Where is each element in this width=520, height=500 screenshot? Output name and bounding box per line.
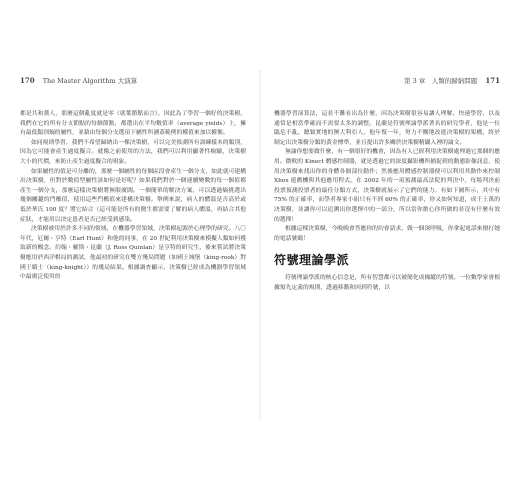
right-page-body [274, 110, 500, 293]
left-paragraph-3: 如果屬性的值是可分離的，那麼一個屬性的每個區段會產生一個分支，如此就可建構出決策樹，但對於數值型屬性該如何是好呢？如果我們對於一個連續變數的每一個值都產生一個分支，那麼這樣決策樹將無限廣闊。一個簡單的解決方案，可以透過熵挑選出幾個關鍵的門檻值，使用這些門檻值來建構決策樹。舉例來說，病人的體溫是否高於或低於華氏 100 度？將它結合（這可能是所有的醫生都需要了解的病人體溫，再結合其他症狀，才能用以決定患者是否已經受到感染。 [20, 168, 246, 223]
left-running-title: The Master Algorithm 大演算 [42, 77, 138, 85]
left-page-body [20, 110, 246, 283]
page-gutter [258, 70, 262, 420]
section-heading: 符號理論學派 [274, 253, 350, 268]
right-page [274, 74, 500, 414]
right-running-title: 第 3 章 人類的歸納問題 [404, 77, 478, 85]
left-page-number: 170 [20, 76, 35, 85]
left-page-header [20, 74, 246, 88]
right-paragraph-2: 無論你想要做什麼，有一個很好的機會，因為有人已經利用決策樹處理過它那個的應用。微軟的 Kinect 體感控制器，就是透過它的深度攝影機所捕捉到的動態影像訊息，使用決策樹來找出你的身體各個部位動作；然後應用體感控制器便可以利用其動作來控制 Xbox 遊戲機與其他應用程式。在 2002 年的一項預測最高法院的判決中，每場判決前投票預測投票者的最佳分類方式，決策樹就展示了它們的能力。有如下圖所示，其中有 75% 的正確率，而學者專家小組只有不到 60% 的正確率，你又如何知道，成千上萬的決策樹，並讓你可以追溯出你選擇中的一部分，所以當你擔心你所做的並沒有什麼有效的選擇！ [274, 149, 500, 223]
right-paragraph-1: 機器學習演算法，這並不難看出為什麼，因為決策樹很容易讓人理解、快速學習，以及通常是相當準確而不需要太多的調整。昆蘭是符號理論學派著名的研究學者，他是一位臨危不亂、聰穎實地的澳大利亞人，他年復一年，努力不懈地改進決策樹的架構，終於制定出決策樹分類的黃金標準，並且提出許多關於決策樹精闢入裡的論文。 [274, 111, 500, 146]
left-paragraph-1: 都是共和黨人，那麼這個亂度就是零（就葉節點而言），因此為了學習一個好的決策樹，我們在它的所有分支節點的每個節點，都選出在平均數值率（average yields）上，擁有最低類別熵的屬性，並藉由每個分支選項下屬性所涵蓋範例的權值來加以權衡。 [20, 111, 246, 137]
right-page-header [274, 74, 500, 88]
section-paragraph-1: 符號理論學派的核心信念是，所有智慧都可以被簡化成操縱的符號。一位數學家會根據預先定義的規則，透過移動和回到符號，以 [274, 274, 500, 291]
left-paragraph-2: 如同規則學習，我們不希望歸納出一棵決策樹，可以完美推測所有訓練樣本的類別，因為它可能會產生過度擬合。就像之前使用的方法，我們可以利用顯著性檢驗，決策樹大小的代價，來防止產生過度擬合的現象。 [20, 139, 246, 165]
left-page [20, 74, 246, 414]
left-paragraph-4: 決策樹被用於許多不同的領域，在機器學習領域，決策樹起源於心理學的研究。八〇年代，厄爾・亨特（Earl Hunt）和他的同事，在 20 世紀利用決策樹來模擬人類如何獲取新的概念。約翰・羅斯・昆蘭（J. Ross Quinlan）是亨特的研究生，後來嘗試將決策樹應用於西洋棋局的測試，他最初的研究在雙方殘局問題（如國王城堡（king-rook）對國王騎士（king-knight））的幾局結果。根據調查顯示，決策樹已經成為機器學習領域中最廣泛使用的 [20, 226, 246, 281]
right-page-number: 171 [485, 76, 500, 85]
right-paragraph-3: 根據這棵決策樹，今晚晚會答應你的約會請求。做一個深呼吸，你拿起電話來撥打她的電話號碼！ [274, 226, 500, 242]
